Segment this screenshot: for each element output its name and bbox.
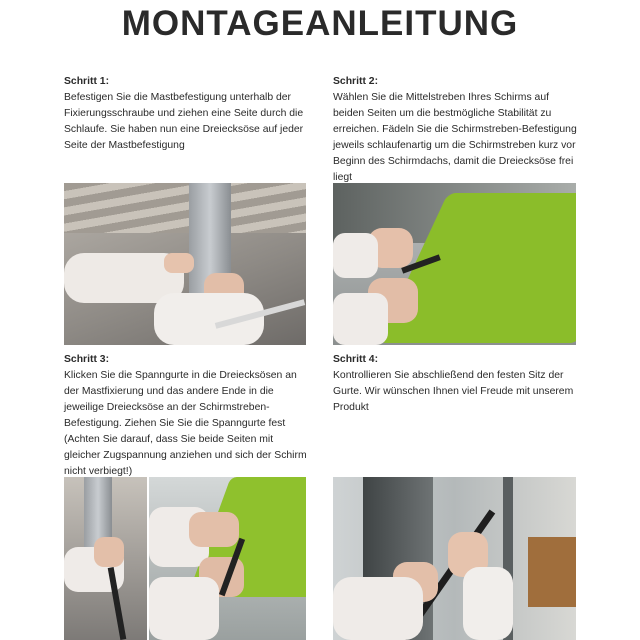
- step-1-photo: [64, 183, 306, 345]
- step-3: [64, 352, 312, 480]
- step-2: [333, 74, 581, 186]
- step-text: Kontrollieren Sie abschließend den festen Sitz der Gurte. Wir wünschen Ihnen viel Freude mit unserem Produkt: [333, 370, 574, 413]
- step-2-photo: [333, 183, 576, 345]
- step-heading: Schritt 1:: [64, 76, 110, 87]
- step-3-photo-mast: [64, 477, 147, 640]
- step-text: Befestigen Sie die Mastbefestigung unterhalb der Fixierungsschraube und ziehen eine Seite durch die Schlaufe. Sie haben nun eine Dreiecksöse auf jeder Seite der Mastbefestigung: [64, 92, 304, 151]
- page-title: MONTAGEANLEITUNG: [121, 4, 519, 43]
- step-heading: Schritt 4:: [333, 354, 379, 365]
- step-4: [333, 352, 581, 416]
- step-3-photo-strut: [149, 477, 306, 640]
- step-text: Wählen Sie die Mittelstreben Ihres Schirms auf beiden Seiten um die bestmögliche Stabilität zu erreichen. Fädeln Sie die Schirmstreben-Befestigung jeweils schlaufenartig um die Schirmstreben kurz vor Beginn des Schirmdachs, damit die Dreiecksöse frei liegt: [333, 92, 577, 183]
- step-heading: Schritt 2:: [333, 76, 379, 87]
- step-4-photo: [333, 477, 576, 640]
- step-heading: Schritt 3:: [64, 354, 110, 365]
- step-text: Klicken Sie die Spanngurte in die Dreiecksösen an der Mastfixierung und das andere Ende in die jeweilige Dreiecksöse an der Schirmstreben-Befestigung. Ziehen Sie Sie die Spanngurte fest (Achten Sie darauf, dass Sie beide Seiten mit gleicher Zugspannung anziehen und sich der Schirm nicht verbiegt!): [64, 370, 307, 477]
- step-1: [64, 74, 312, 154]
